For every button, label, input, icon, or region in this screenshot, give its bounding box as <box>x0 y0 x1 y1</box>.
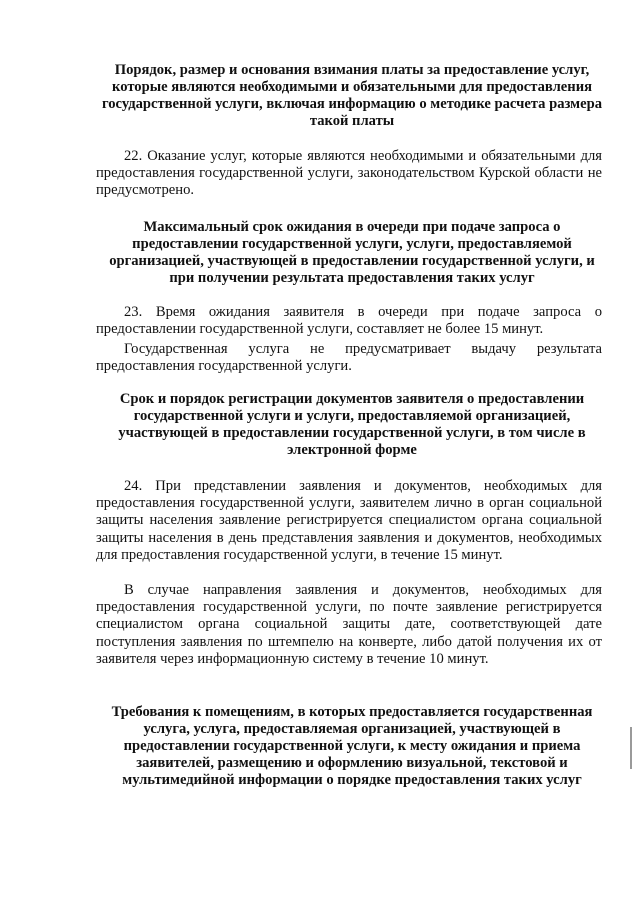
paragraph-23: 23. Время ожидания заявителя в очереди при подаче запроса о предоставлении государственной услуги, составляет не более 15 минут. <box>96 304 602 338</box>
section-heading-payment: Порядок, размер и основания взимания платы за предоставление услуг, которые являются необходимыми и обязательными для предоставления государственной услуги, включая информацию о методике расчета размера такой платы <box>101 62 603 129</box>
section-heading-queue-time: Максимальный срок ожидания в очереди при подаче запроса о предоставлении государственной услуги, услуги, предоставляемой организацией, участвующей в предоставлении государственной услуги, и при получении результата предоставления таких услуг <box>109 219 595 286</box>
paragraph-24: 24. При представлении заявления и документов, необходимых для предоставления государственной услуги, заявителем лично в орган социальной защиты населения заявление регистрируется специалистом органа социальной защиты населения в день представления заявления и документов, необходимых для предоставления государственной услуги, в течение 15 минут. <box>96 478 602 563</box>
scan-edge-mark <box>630 727 632 769</box>
section-heading-premises: Требования к помещениям, в которых предоставляется государственная услуга, услуга, предоставляемая организацией, участвующей в предоставлении государственной услуги, к месту ожидания и приема заявителей, размещению и оформлению визуальной, текстовой и мультимедийной информации о порядке предоставления таких услуг <box>111 704 593 788</box>
paragraph-22: 22. Оказание услуг, которые являются необходимыми и обязательными для предоставления государственной услуги, законодательством Курской области не предусмотрено. <box>96 148 602 199</box>
paragraph-24-postal: В случае направления заявления и документов, необходимых для предоставления государственной услуги, по почте заявление регистрируется специалистом органа социальной защиты дате, соответствующей дате поступления заявления по штемпелю на конверте, либо датой получения их от заявителя через информационную систему в течение 10 минут. <box>96 582 602 667</box>
paragraph-23-result: Государственная услуга не предусматривает выдачу результата предоставления государственной услуги. <box>96 341 602 375</box>
section-heading-registration: Срок и порядок регистрации документов заявителя о предоставлении государственной услуги и услуги, предоставляемой организацией, участвующей в предоставлении государственной услуги, в том числе в электронной форме <box>118 391 586 458</box>
